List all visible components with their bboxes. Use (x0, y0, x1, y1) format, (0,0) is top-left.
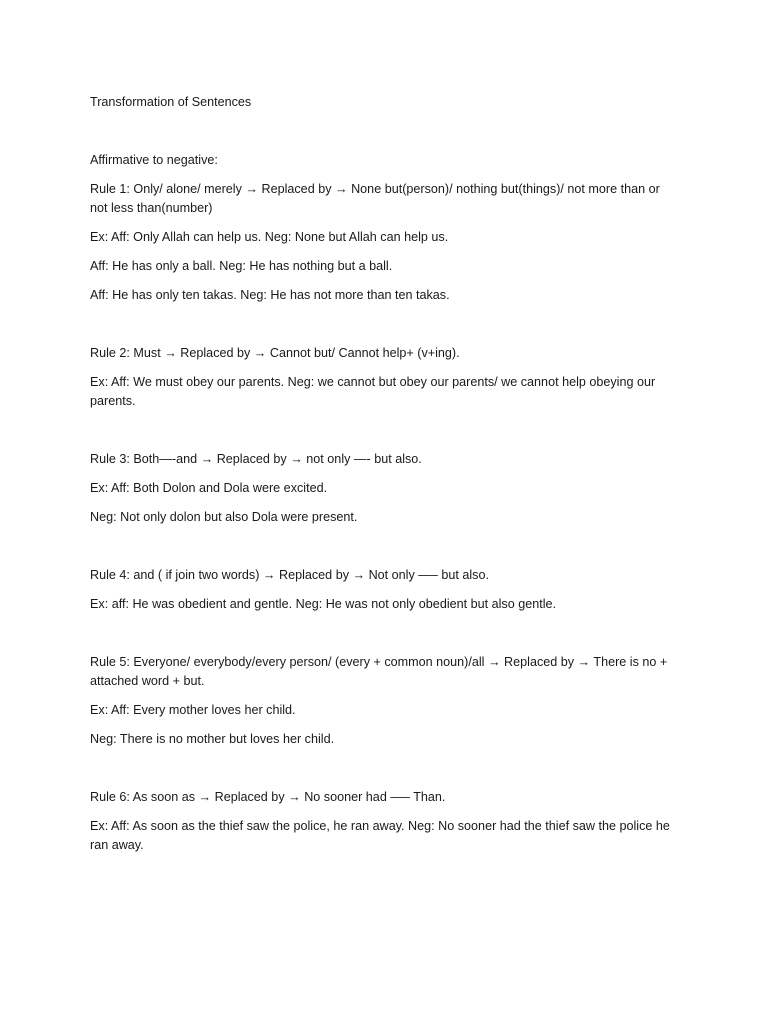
section-heading: Affirmative to negative: (90, 153, 218, 167)
rule-2: Rule 2: Must → Replaced by → Cannot but/ Cannot help+ (v+ing). (90, 346, 460, 360)
rule-5: Rule 5: Everyone/ everybody/every person/ (every + common noun)/all → Replaced by → There is no + attached word + but. (90, 655, 668, 688)
rule-3-example-2: Neg: Not only dolon but also Dola were present. (90, 510, 358, 524)
rule-3: Rule 3: Both—-and → Replaced by → not only —- but also. (90, 452, 422, 466)
rule-1-example-1: Ex: Aff: Only Allah can help us. Neg: None but Allah can help us. (90, 230, 449, 244)
rule-3-example-1: Ex: Aff: Both Dolon and Dola were excited. (90, 481, 328, 495)
rule-1: Rule 1: Only/ alone/ merely → Replaced by → None but(person)/ nothing but(things)/ not more than or not less than(number) (90, 182, 660, 215)
rule-6-example-1: Ex: Aff: As soon as the thief saw the police, he ran away. Neg: No sooner had the thief saw the police he ran away. (90, 819, 670, 852)
rule-1-example-2: Aff: He has only a ball. Neg: He has nothing but a ball. (90, 259, 393, 273)
rule-4-example-1: Ex: aff: He was obedient and gentle. Neg: He was not only obedient but also gentle. (90, 597, 557, 611)
rule-1-example-3: Aff: He has only ten takas. Neg: He has not more than ten takas. (90, 288, 450, 302)
document-body (90, 93, 680, 865)
rule-5-example-2: Neg: There is no mother but loves her child. (90, 732, 335, 746)
rule-5-example-1: Ex: Aff: Every mother loves her child. (90, 703, 296, 717)
rule-6: Rule 6: As soon as → Replaced by → No sooner had —– Than. (90, 790, 446, 804)
rule-2-example-1: Ex: Aff: We must obey our parents. Neg: we cannot but obey our parents/ we cannot help obeying our parents. (90, 375, 656, 408)
document-title: Transformation of Sentences (90, 95, 252, 109)
rule-4: Rule 4: and ( if join two words) → Replaced by → Not only —– but also. (90, 568, 489, 582)
